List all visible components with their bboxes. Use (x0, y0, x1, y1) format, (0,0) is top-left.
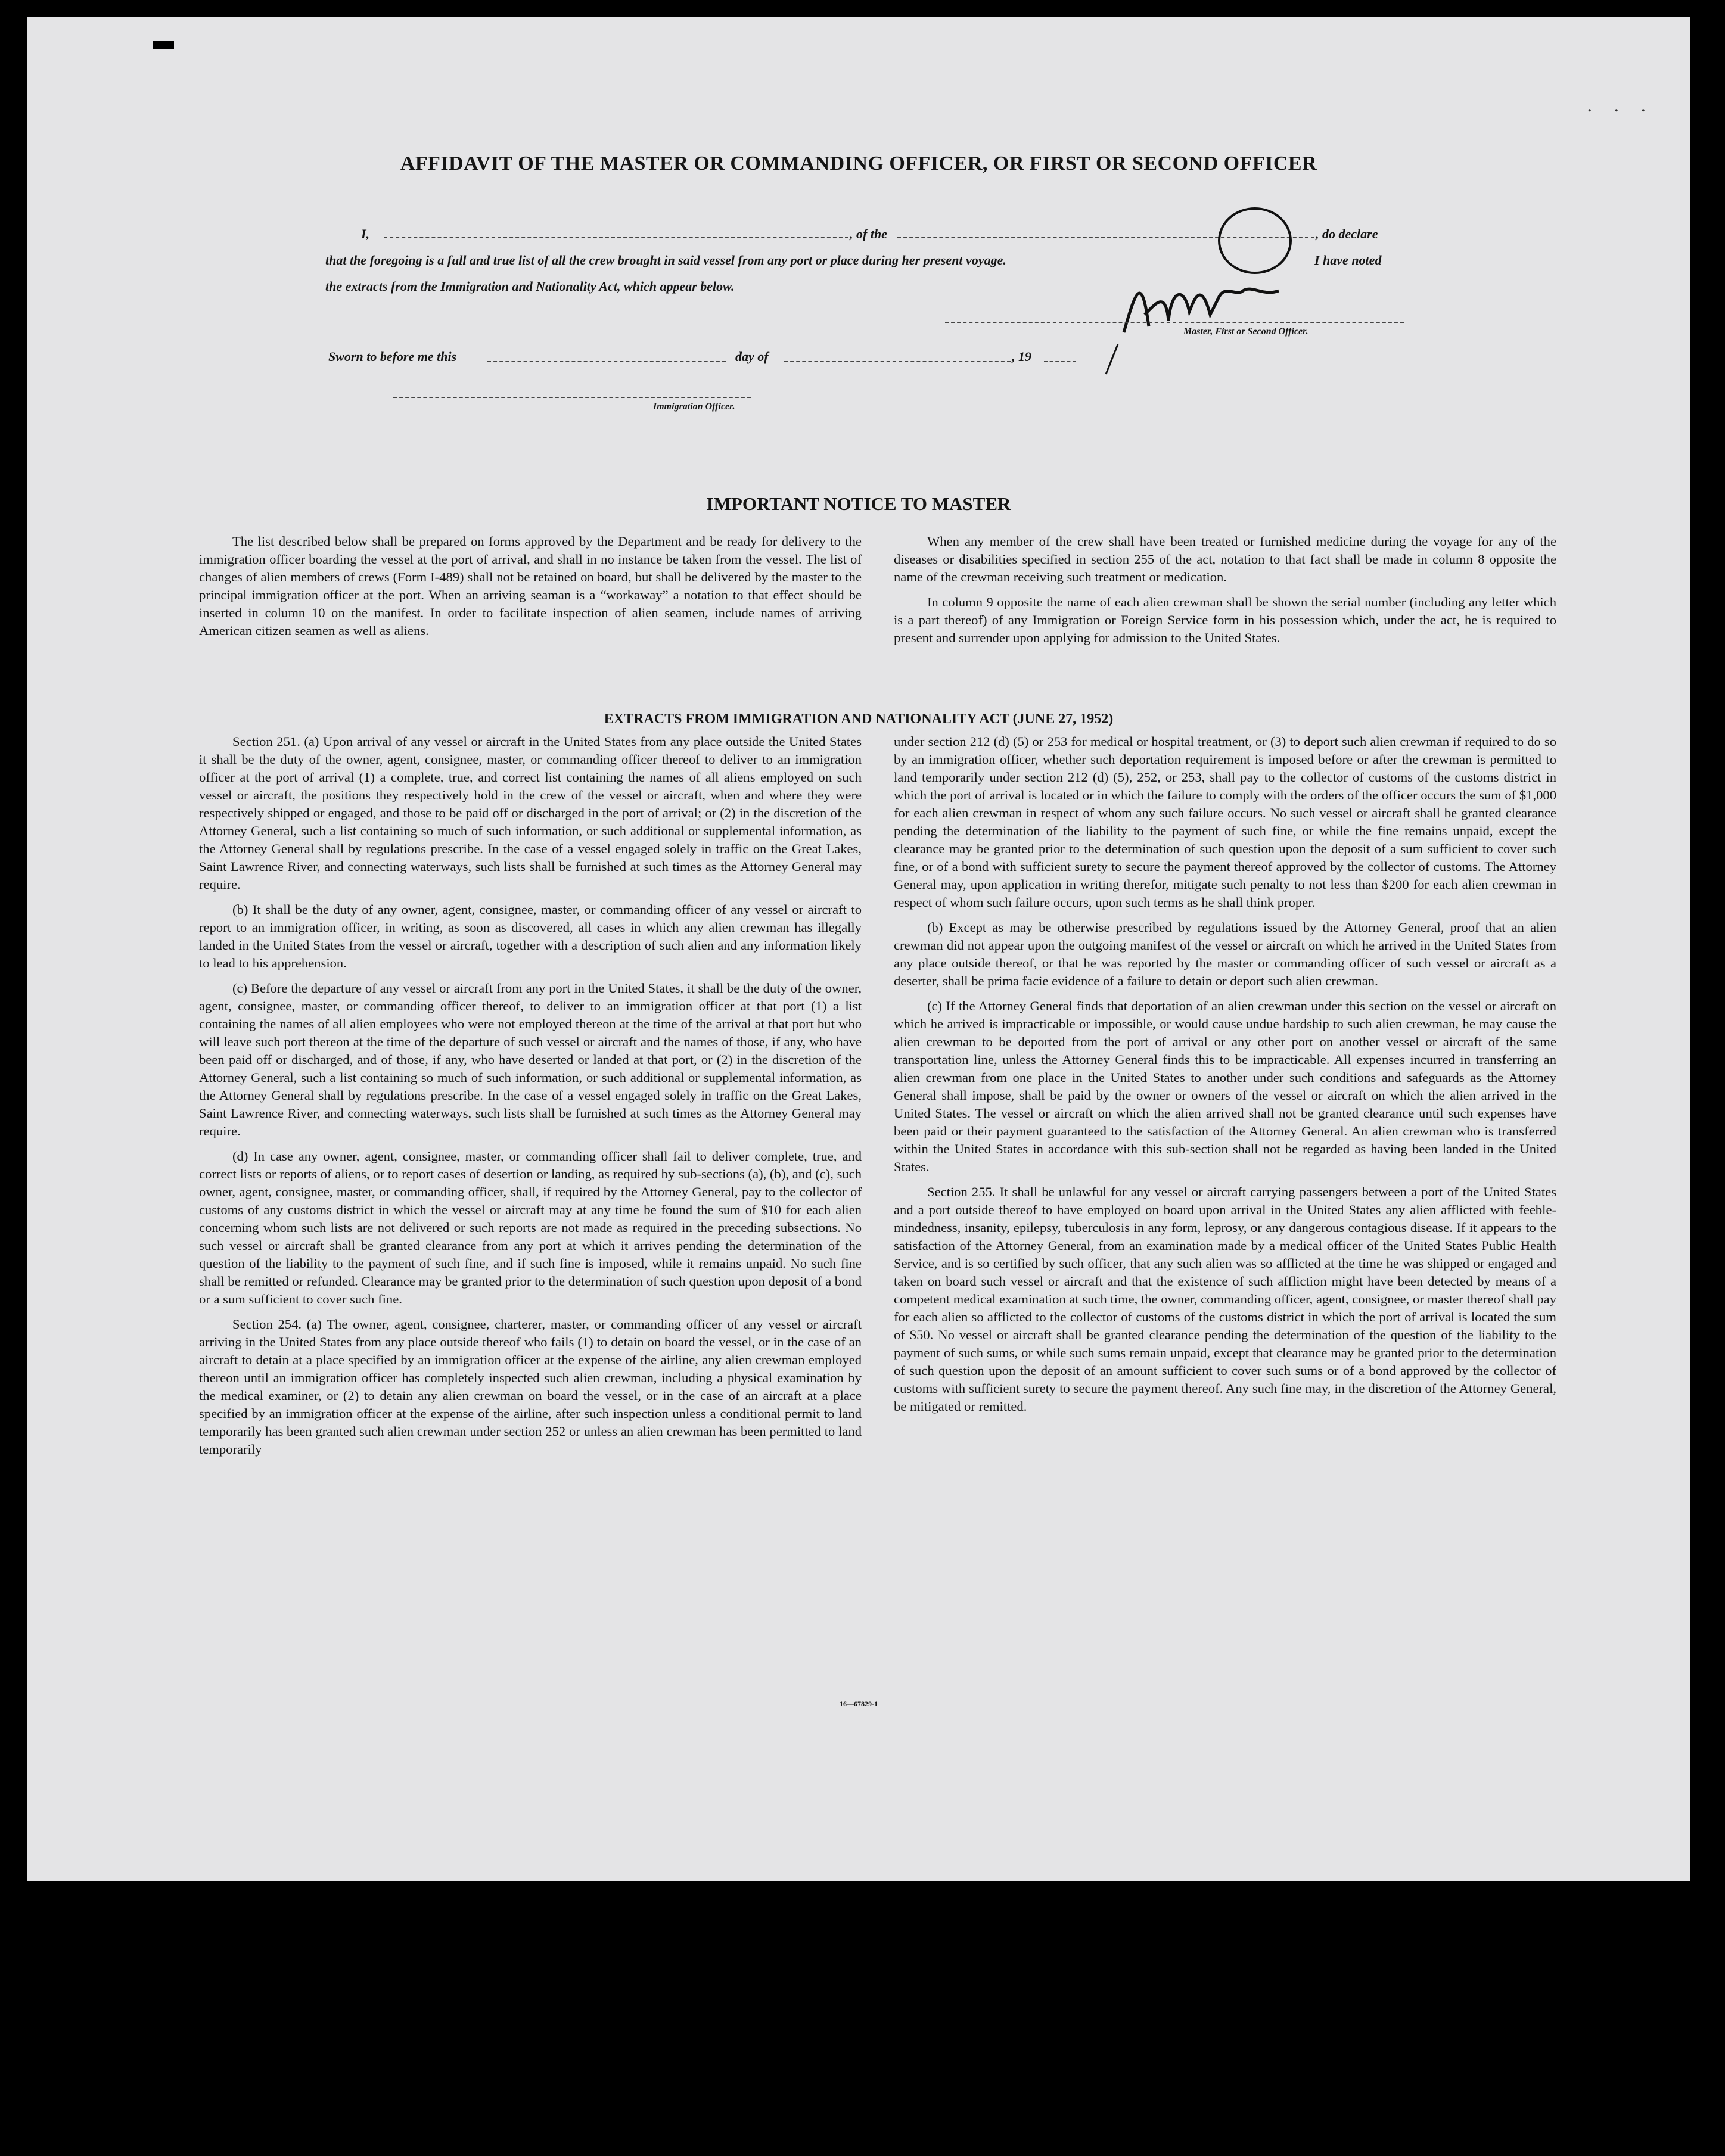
section-255: Section 255. It shall be unlawful for any vessel or aircraft carrying passengers between a port of the United States and a port outside thereof to have employed on board upon arrival in the United States any alien afflicted with feeble-mindedness, insanity, epilepsy, tuberculosis in any form, leprosy, or any dangerous contagious disease. If it appears to the satisfaction of the Attorney General, from an examination made by a medical officer of the United States Public Health Service, and is so certified by such officer, that any such alien was so afflicted at the time he was shipped or engaged and taken on board such vessel or aircraft and that the existence of such affliction might have been detected by means of a competent medical examination at such time, the owner, commanding officer, agent, consignee, or master thereof shall pay for each alien so afflicted to the collector of customs of the customs district in which the port of arrival is located the sum of $50. No vessel or aircraft shall be granted clearance pending the determination of the question of the liability to the payment of such sums, or while such sums remain unpaid, except that clearance may be granted prior to the determination of such question upon the deposit of an amount sufficient to cover such sums or of a bond approved by the collector of customs with sufficient surety to secure the payment thereof. Any such fine may, in the discretion of the Attorney General, be mitigated or remitted. (894, 1184, 1556, 1414)
signature-label: Master, First or Second Officer. (1183, 326, 1308, 337)
section-251b: (b) It shall be the duty of any owner, agent, consignee, master, or commanding officer of any vessel or aircraft to report to an immigration officer, in writing, as soon as discovered, all cases in which any alien crewman has illegally landed in the United States from the vessel or aircraft, together with a description of such alien and any information likely to lead to his apprehension. (199, 902, 862, 970)
section-251a: Section 251. (a) Upon arrival of any vessel or aircraft in the United States from any place outside the United States it shall be the duty of the owner, agent, consignee, master, or commanding officer thereof to deliver to an immigration officer at the port of arrival (1) a complete, true, and correct list containing the names of all aliens employed on such vessel or aircraft, the positions they respectively hold in the crew of the vessel or aircraft, when and where they were respectively shipped or engaged, and those to be paid off or discharged in the port of arrival; or (2) in the discretion of the Attorney General, such a list containing so much of such information, or such additional or supplemental information, as the Attorney General shall by regulations prescribe. In the case of a vessel engaged solely in traffic on the Great Lakes, Saint Lawrence River, and connecting waterways, such lists shall be furnished at such times as the Attorney General may require. (199, 734, 862, 892)
signature-line[interactable] (945, 322, 1404, 323)
affidavit-i: I, (361, 226, 370, 241)
extracts-left-column (199, 733, 862, 1466)
extracts-title: EXTRACTS FROM IMMIGRATION AND NATIONALITY ACT (JUNE 27, 1952) (604, 711, 1114, 727)
affidavit-do-declare: , do declare (1316, 226, 1378, 241)
sworn-year-prefix: , 19 (1012, 349, 1031, 364)
affidavit-statement: that the foregoing is a full and true list of all the crew brought in said vessel from any port or place during her present voyage. (325, 253, 1006, 267)
affidavit-title: AFFIDAVIT OF THE MASTER OR COMMANDING OFFICER, OR FIRST OR SECOND OFFICER (400, 153, 1317, 175)
sworn-month-line[interactable] (784, 361, 1011, 362)
immigration-officer-label: Immigration Officer. (653, 402, 735, 412)
section-254b: (b) Except as may be otherwise prescribed by regulations issued by the Attorney General, proof that an alien crewman did not appear upon the outgoing manifest of the vessel or aircraft on which he arrived in the United States from any place outside thereof, or that he was reported by the master or commanding officer of such vessel or aircraft as a deserter, shall be prima facie evidence of a failure to detain or deport such alien crewman. (894, 920, 1556, 988)
immigration-officer-line[interactable] (393, 397, 751, 398)
section-254a-continued: under section 212 (d) (5) or 253 for medical or hospital treatment, or (3) to deport such alien crewman if required to do so by an immigration officer, whether such deportation requirement is imposed before or after the crewman is permitted to land temporarily under section 212 (d) (5), 252, or 253, shall pay to the collector of customs of the customs district in which the port of arrival is located or in which the failure to comply with the orders of the officer occurs the sum of $1,000 for each alien crewman in respect of whom any such failure occurs. No such vessel or aircraft shall be granted clearance pending the determination of the liability to the payment of such fine, or while the fine remains unpaid, except the clearance may be granted prior to the determination of such question upon the deposit of a sum sufficient to cover such fine, or of a bond with sufficient surety to secure the payment thereof approved by the collector of customs. The Attorney General may, upon application in writing therefor, mitigate such penalty to not less than $200 for each alien crewman in respect of whom such failure occurs, upon such terms as he shall think proper. (894, 734, 1557, 910)
notice-right-paragraph: When any member of the crew shall have been treated or furnished medicine during the voyage for any of the diseases or disabilities specified in section 255 of the act, notation to that fact shall be made in column 8 opposite the name of the crewman receiving such treatment or medication. (894, 534, 1556, 584)
notice-title: IMPORTANT NOTICE TO MASTER (706, 493, 1011, 514)
notice-left-paragraph: The list described below shall be prepared on forms approved by the Department and be ready for delivery to the immigration officer boarding the vessel at the port of arrival, and shall in no instance be taken from the vessel. The list of changes of alien members of crews (Form I-489) shall not be retained on board, but shall be delivered by the master to the principal immigration officer at the port. When an arriving seaman is a “workaway” a notation to that effect should be inserted in column 10 on the manifest. In order to facilitate inspection of alien seamen, include names of arriving American citizen seamen as well as aliens. (199, 534, 862, 638)
scan-corner-mark (153, 41, 174, 49)
notice-left-column (199, 533, 862, 647)
sworn-day-of: day of (735, 349, 769, 364)
signature-image (1100, 201, 1410, 398)
form-code: 16—67829-1 (840, 1700, 878, 1708)
notice-right-column (894, 533, 1556, 654)
section-254a: Section 254. (a) The owner, agent, consignee, charterer, master, or commanding officer of any vessel or aircraft arriving in the United States from any place outside thereof who fails (1) to detain on board the vessel, or in the case of an aircraft to detain at a place specified by an immigration officer at the expense of the airline, any alien crewman employed thereon until an immigration officer has completely inspected such alien crewman, including a physical examination by the medical examiner, or (2) to detain any alien crewman on board the vessel, or in the case of an aircraft at a place specified by an immigration officer at the expense of the airline, after such inspection unless a conditional permit to land temporarily has been granted such alien crewman under section 252 or unless an alien crewman has been permitted to land temporarily (199, 1317, 862, 1457)
section-251d: (d) In case any owner, agent, consignee, master, or commanding officer shall fail to deliver complete, true, and correct lists or reports of aliens, or to report cases of desertion or landing, as required by sub-sections (a), (b), and (c), such owner, agent, consignee, master, or commanding officer, shall, if required by the Attorney General, pay to the collector of customs of any customs district in which the vessel or aircraft may at any time be found the sum of $10 for each alien concerning whom such lists are not delivered or such reports are not made as required in the preceding subsections. No such vessel or aircraft shall be granted clearance from any port at which it arrives pending the determination of the question of the liability to the payment of such fine, and if such fine is imposed, while it remains unpaid. No such fine shall be remitted or refunded. Clearance may be granted prior to the determination of such question upon deposit of a bond or a sum sufficient to cover such fine. (199, 1149, 862, 1306)
scan-dots: . . . (1587, 94, 1654, 116)
name-blank-line[interactable] (384, 237, 848, 238)
affidavit-of-the: , of the (850, 226, 887, 241)
sworn-day-line[interactable] (487, 361, 726, 362)
notice-right-paragraph: In column 9 opposite the name of each alien crewman shall be shown the serial number (including any letter which is a part thereof) of any Immigration or Foreign Service form in his possession which, under the act, he is required to present and surrender upon applying for admission to the United States. (894, 595, 1556, 645)
extracts-right-column (894, 733, 1556, 1423)
affidavit-noted: I have noted (1314, 253, 1382, 267)
section-254c: (c) If the Attorney General finds that deportation of an alien crewman under this section on the vessel or aircraft on which he arrived is impracticable or impossible, or would cause undue hardship to such alien crewman, he may cause the alien crewman to be deported from the port of arrival or any other port on another vessel or aircraft of the same transportation line, unless the Attorney General finds this to be impracticable. All expenses incurred in transferring an alien crewman from one place in the United States to another under such conditions and safeguards as the Attorney General shall impose, shall be paid by the owner or owners of the vessel or aircraft on which the alien arrived in the United States. The vessel or aircraft on which the alien arrived shall not be granted clearance until such expenses have been paid or their payment guaranteed to the satisfaction of the Attorney General. An alien crewman who is transferred within the United States in accordance with this sub-section shall not be regarded as having been landed in the United States. (894, 998, 1556, 1174)
sworn-prefix: Sworn to before me this (328, 349, 457, 364)
section-251c: (c) Before the departure of any vessel or aircraft from any port in the United States, it shall be the duty of the owner, agent, consignee, master, or commanding officer thereof, to deliver to an immigration officer at that port (1) a list containing the names of all alien employees who were not employed thereon at the time of the arrival at that port but who will leave such port thereon at the time of the departure of such vessel or aircraft and the names of those, if any, who have been paid off or discharged, and of those, if any, who have deserted or landed at that port, or (2) in the discretion of the Attorney General, such a list containing so much of such information, or such additional or supplemental information, as the Attorney General shall by regulations prescribe. In the case of a vessel engaged solely in traffic on the Great Lakes, Saint Lawrence River, and connecting waterways, such lists shall be furnished at such times as the Attorney General may require. (199, 981, 862, 1138)
sworn-year-line[interactable] (1044, 361, 1076, 362)
form-page (27, 17, 1690, 1881)
affidavit-extracts-note: the extracts from the Immigration and Nationality Act, which appear below. (325, 279, 735, 294)
